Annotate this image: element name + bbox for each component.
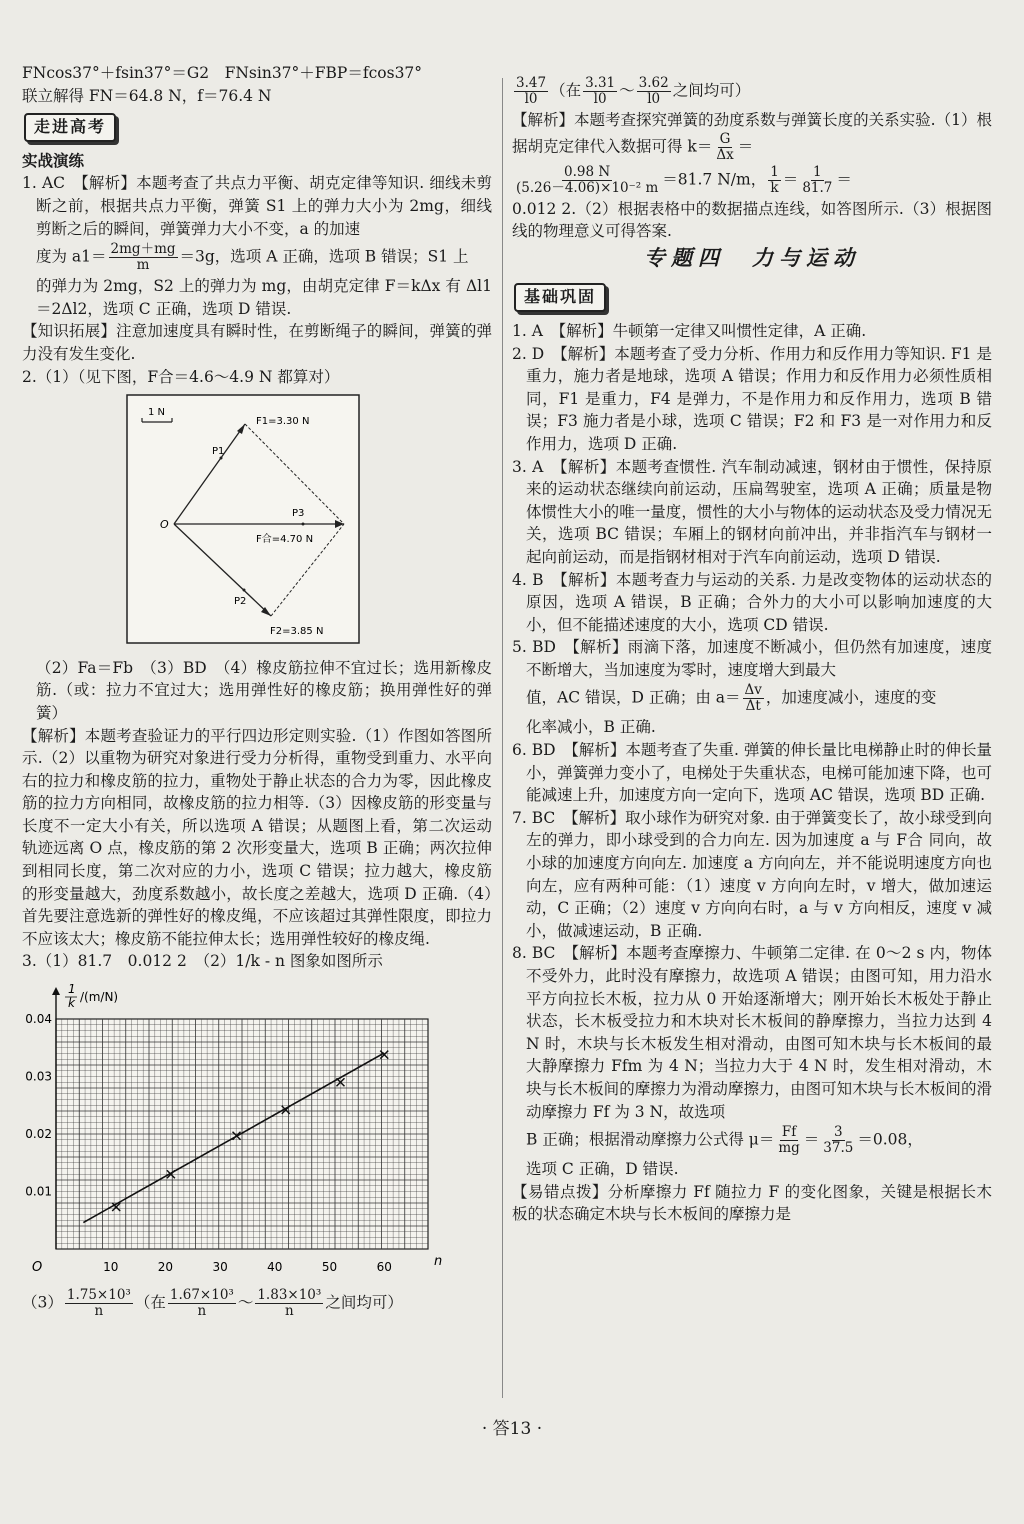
fraction: $\frac{3.31}{l0}$: [585, 75, 616, 107]
r-q7: 7. BC 【解析】取小球作为研究对象. 由于弹簧变长了，故小球受到向左的弹力，即小球受到的合力向左. 因为加速度 a 与 F合 同向，故小球的加速度方向向左. 加速度 a 方向向左，并不能说明速度方向也向左，应有两种可能：（1）速度 v 方向向左时，v 增大，做加速运动，C 正确；（2）速度 v 方向向右时，a 与 v 方向相反，速度 v 减小，做减速运动，B 正确.: [512, 808, 992, 940]
fraction: $\frac{1}{k}$: [770, 163, 779, 196]
fraction: $\frac{\text{1.67×10³}}{n}$: [169, 1286, 234, 1319]
x-tick-label: 30: [212, 1260, 228, 1275]
q1-continued: 的弹力为 2mg，S2 上的弹力为 mg，由胡克定律 F＝kΔx 有 Δl1＝2Δl2，选项 C 正确，选项 D 错误.: [36, 277, 492, 318]
topic-heading: 专题四 力与运动: [644, 244, 860, 270]
q3-intro: 3.（1）81.7 0.012 2 （2）1/k - n 图象如图所示: [22, 952, 383, 971]
y-tick-label: 0.02: [25, 1127, 52, 1142]
p2-label: P2: [234, 596, 247, 608]
fraction: $\frac{2mg+mg}{m}$: [110, 241, 176, 274]
scale-label: 1 N: [148, 407, 166, 419]
q2-answers: （2）Fa＝Fb （3）BD （4）橡皮筋拉伸不宜过长；选用新橡皮筋.（或：拉力不宜过大；选用弹性好的橡皮筋；换用弹性好的弹簧）: [36, 658, 492, 722]
section-tag-zoujin-gaokao: 走进高考: [24, 113, 116, 142]
r-q8-end: 选项 C 正确，D 错误.: [526, 1160, 679, 1179]
fraction: $\frac{\text{1.75×10³}}{n}$: [66, 1286, 131, 1319]
x-tick-label: 10: [103, 1260, 119, 1275]
page-number: · 答13 ·: [481, 1419, 543, 1439]
r-q3: 3. A 【解析】本题考查惯性. 汽车制动减速，钢材由于惯性，保持原来的运动状态继续向前运动，压扁驾驶室，选项 A 正确；质量是物体惯性大小的唯一量度，惯性的大小与物体的运动状态及受力情况无关，选项 BC 错误；车厢上的钢材向前冲出，并非指汽车与钢材一起向前运动，而是指钢材相对于汽车向前运动，选项 D 错误.: [512, 457, 992, 566]
top-equation-1: FNcos37°＋fsin37°＝G2 FNsin37°＋FBP＝fcos37°: [22, 64, 423, 82]
y-axis-label: 1 k: [68, 982, 76, 1011]
y-axis-unit: /(m/N): [80, 990, 119, 1005]
fhe-label: F合=4.70 N: [256, 534, 314, 546]
q1-formula-line: 度为 a1＝ $\frac{2mg+mg}{m}$ ＝3g，选项 A 正确，选项 B 错误；S1 上: [36, 241, 469, 274]
r-q5-formula: 值，AC 错误，D 正确；由 a＝ $\frac{\Delta v}{\Delta t}$ ，加速度减小，速度的变: [526, 682, 937, 715]
r-analysis-1: 【解析】本题考查探究弹簧的劲度系数与弹簧长度的关系实验.（1）根据胡克定律代入数据可得 k＝ $\frac{G}{\Delta x}$ ＝: [512, 111, 992, 163]
q1-answer: 1. AC 【解析】本题考查了共点力平衡、胡克定律等知识. 细线未剪断之前，根据共点力平衡，弹簧 S1 上的弹力大小为 2mg，细线剪断之后的瞬间，弹簧弹力大小不变，a 的加速: [22, 174, 492, 238]
right-column: [512, 62, 992, 1226]
f2-label: F2=3.85 N: [270, 626, 324, 638]
origin-label: O: [32, 1260, 43, 1276]
r-q5: 5. BD 【解析】雨滴下落，加速度不断减小，但仍然有加速度，速度不断增大，当加速度为零时，速度增大到最大: [512, 638, 992, 679]
force-parallelogram-diagram: [126, 394, 492, 651]
y-axis-arrow: [52, 987, 60, 995]
x-tick-label: 20: [157, 1260, 174, 1275]
fraction: $\frac{Ff}{mg}$: [778, 1124, 800, 1157]
subheading-shizhan: 实战演练: [22, 150, 85, 170]
x-tick-label: 60: [376, 1260, 392, 1275]
top-equation-2: 联立解得 FN＝64.8 N，f＝76.4 N: [22, 86, 272, 105]
fraction: $\frac{3}{37.5}$: [823, 1124, 854, 1157]
inverse-k-vs-n-chart: [16, 979, 492, 1286]
x-tick-label: 50: [321, 1260, 338, 1275]
x-tick-label: 40: [267, 1260, 283, 1275]
r-top-line: $\frac{3.47}{l0}$ （在 $\frac{3.31}{l0}$ ～ $\frac{3.62}{l0}$ 之间均可）: [516, 75, 751, 107]
fraction: $\frac{\text{1.83×10³}}{n}$: [257, 1286, 322, 1319]
r-q8-formula: B 正确；根据滑动摩擦力公式得 μ＝ $\frac{Ff}{mg}$ ＝ $\frac{3}{37.5}$ ＝0.08，: [526, 1124, 923, 1157]
q1-knowledge-extension: 【知识拓展】注意加速度具有瞬时性，在剪断绳子的瞬间，弹簧的弹力没有发生变化.: [22, 322, 492, 363]
q2-intro: 2.（1）（见下图，F合＝4.6～4.9 N 都算对）: [22, 367, 340, 386]
fraction: $\frac{\Delta v}{\Delta t}$: [744, 682, 762, 715]
fraction: $\frac{G}{\Delta x}$: [716, 130, 734, 163]
r-q1: 1. A 【解析】牛顿第一定律又叫惯性定律，A 正确.: [512, 321, 867, 340]
r-q6: 6. BD 【解析】本题考查了失重. 弹簧的伸长量比电梯静止时的伸长量小，弹簧弹力变小了，电梯处于失重状态，电梯可能加速下降，也可能减速上升，加速度方向一定向下，选项 AC 错误，选项 BD 正确.: [512, 741, 992, 805]
fraction: $\frac{1}{81.7}$: [802, 163, 833, 196]
origin-o-label: O: [160, 518, 169, 532]
column-divider: [502, 78, 503, 1398]
section-tag-jichu-gonggu: 基础巩固: [514, 283, 606, 312]
fraction: $\frac{3.62}{l0}$: [638, 75, 669, 107]
r-analysis-2: $\frac{0.98 N}{\text{(5.26－4.06)×10⁻² m}}$ ＝81.7 N/m， $\frac{1}{k}$ ＝ $\frac{1}{81.7}$ ＝: [516, 163, 852, 196]
q2-analysis: 【解析】本题考查验证力的平行四边形定则实验.（1）作图如答图所示.（2）以重物为研究对象进行受力分析得，重物受到重力、水平向右的拉力和橡皮筋的拉力，重物处于静止状态的合力为零，因此橡皮筋的拉力方向相同，故橡皮筋的拉力相等.（3）因橡皮筋的形变量与长度不一定大小有关，所以选项 A 错误；从题图上看，第二次运动轨迹远离 O 点，橡皮筋的第 2 次形变量大，选项 B 正确；两次拉伸到相同长度，第二次对应的力小，选项 C 错误；拉力越大，橡皮筋的形变量越大，劲度系数越小，故长度之差越大，选项 D 正确.（4）首先要注意选新的弹性好的橡皮绳，不应该超过其弹性限度，即拉力不应该太大；橡皮筋不能拉伸太长；选用弹性较好的橡皮绳.: [22, 726, 492, 948]
f1-label: F1=3.30 N: [256, 416, 310, 428]
r-error-tip: 【易错点拨】分析摩擦力 Ff 随拉力 F 的变化图象，关键是根据长木板的状态确定木块与长木板间的摩擦力是: [512, 1182, 992, 1224]
y-tick-label: 0.01: [25, 1184, 52, 1199]
q3-final-answer: （3） $\frac{\text{1.75×10³}}{n}$ （在 $\frac{\text{1.67×10³}}{n}$ ～ $\frac{\text{1.83×10³}}{n}$ 之间均可）: [22, 1286, 403, 1319]
fraction: $\frac{3.47}{l0}$: [516, 75, 547, 107]
r-q4: 4. B 【解析】本题考查力与运动的关系. 力是改变物体的运动状态的原因，选项 A 错误，B 正确；合外力的大小可以影响加速度的大小，但不能描述速度的大小，选项 CD 错误.: [512, 570, 992, 634]
r-analysis-3: 0.012 2.（2）根据表格中的数据描点连线，如答图所示.（3）根据图线的物理意义可得答案.: [512, 199, 992, 241]
left-column: [22, 62, 492, 1321]
r-q8: 8. BC 【解析】本题考查摩擦力、牛顿第二定律. 在 0～2 s 内，物体不受外力，此时没有摩擦力，故选项 A 错误；由图可知，用力沿水平方向拉长木板，拉力从 0 开始逐渐增大；刚开始长木板处于静止状态，长木板受拉力和木块对长木板间的静摩擦力，当拉力达到 4 N 时，木块与长木板发生相对滑动，由图可知木块与长木板间的最大静摩擦力 Ffm 为 4 N；当拉力大于 4 N 时，发生相对滑动，木块与长木板间的摩擦力为滑动摩擦力，由图可知木块与长木板间的滑动摩擦力 Ff 为 3 N，故选项: [512, 944, 992, 1121]
fraction: $\frac{0.98 N}{\text{(5.26－4.06)×10⁻² m}}$: [516, 163, 659, 196]
r-q5-end: 化率减小，B 正确.: [526, 718, 656, 737]
p3-label: P3: [292, 508, 305, 520]
x-axis-label: n: [434, 1254, 443, 1270]
y-tick-label: 0.04: [25, 1012, 52, 1027]
p1-label: P1: [212, 446, 225, 458]
r-q2: 2. D 【解析】本题考查了受力分析、作用力和反作用力等知识. F1 是重力，施力者是地球，选项 A 错误；作用力和反作用力必须性质相同，F1 是重力，F4 是弹力，不是作用力和反作用力，选项 B 错误；F3 施力者是小球，选项 C 错误；F2 和 F3 是一对作用力和反作用力，选项 D 正确.: [512, 344, 992, 453]
y-tick-label: 0.03: [25, 1069, 52, 1084]
